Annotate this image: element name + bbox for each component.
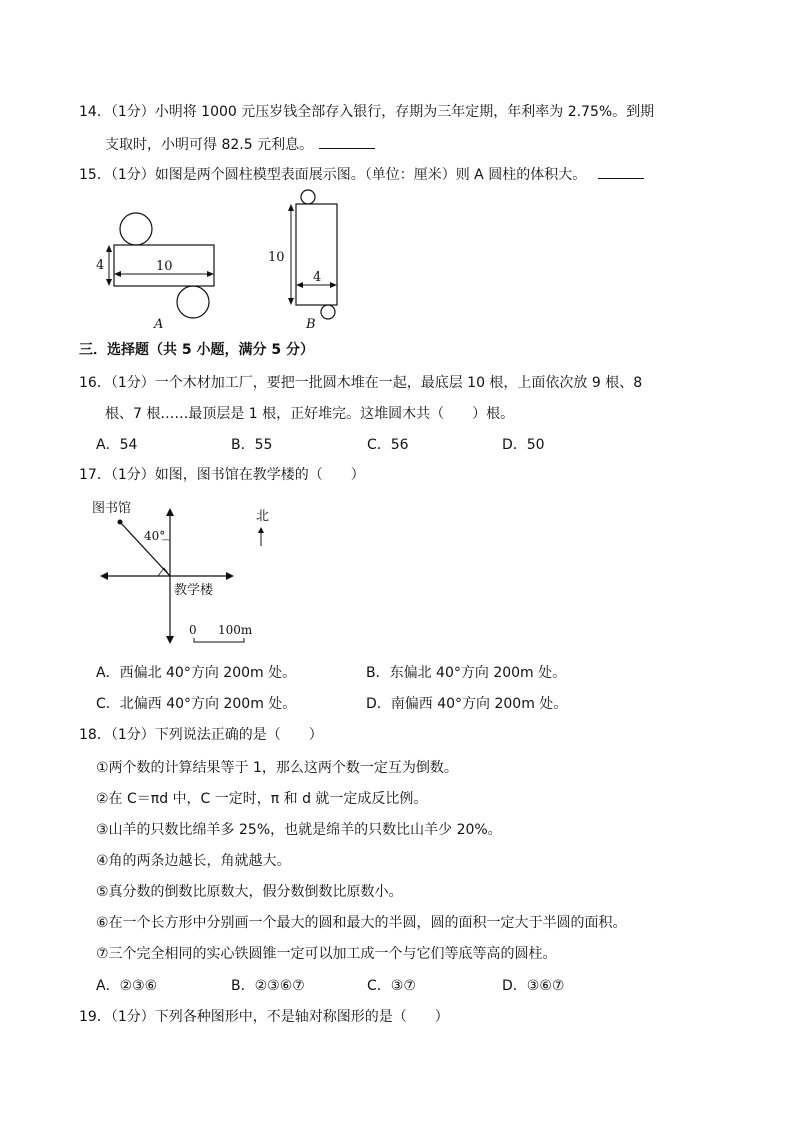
q15-statement: 15．（1分）如图是两个圆柱模型表面展示图。（单位：厘米）则 A 圆柱的体积大。 [79, 167, 587, 183]
fig-b-rectangle [296, 204, 337, 305]
q17-option-c[interactable]: C．北偏西 40°方向 200m 处。 [96, 696, 297, 712]
fig-a-height-label: 4 [96, 258, 105, 273]
fig-a-top-circle [120, 213, 152, 245]
q18-statement-2: ②在 C＝πd 中，C 一定时，π 和 d 就一定成反比例。 [96, 791, 428, 807]
q18-statement-6: ⑥在一个长方形中分别画一个最大的圆和最大的半圆，圆的面积一定大于半圆的面积。 [96, 915, 627, 931]
school-label: 教学楼 [174, 583, 214, 598]
fig-b-bottom-circle [321, 305, 335, 319]
q17-direction-figure [92, 496, 302, 646]
q15-text [79, 164, 644, 185]
fig-a-length-label: 10 [156, 259, 173, 274]
q18-statement-1: ①两个数的计算结果等于 1，那么这两个数一定互为倒数。 [96, 760, 458, 776]
q18-option-c[interactable]: C．③⑦ [367, 978, 416, 994]
fig-a-bottom-circle [177, 286, 209, 318]
fig-b-width-label: 4 [313, 270, 322, 285]
angle-label: 40° [144, 529, 166, 543]
q16-option-a[interactable]: A．54 [96, 437, 138, 453]
scale-zero-label: 0 [189, 623, 197, 637]
q18-option-d[interactable]: D．③⑥⑦ [502, 978, 565, 994]
q17-option-a[interactable]: A．西偏北 40°方向 200m 处。 [96, 665, 297, 681]
q17-text: 17．（1分）如图，图书馆在教学楼的（ ） [79, 467, 365, 483]
library-point [118, 520, 123, 525]
q15-figure-a [92, 205, 232, 333]
q14-line1: 14．（1分）小明将 1000 元压岁钱全部存入银行，存期为三年定期，年利率为 2.75%。到期 [79, 104, 655, 120]
q18-text: 18．（1分）下列说法正确的是（ ） [79, 727, 323, 743]
q16-option-d[interactable]: D．50 [502, 437, 545, 453]
q14-line2 [105, 134, 375, 155]
section-3-title: 三．选择题（共 5 小题，满分 5 分） [79, 342, 314, 358]
q18-statement-7: ⑦三个完全相同的实心铁圆锥一定可以加工成一个与它们等底等高的圆柱。 [96, 946, 557, 962]
q17-option-d[interactable]: D．南偏西 40°方向 200m 处。 [366, 696, 568, 712]
fig-a-name: A [154, 317, 164, 332]
q16-line1: 16．（1分）一个木材加工厂，要把一批圆木堆在一起，最底层 10 根，上面依次放 9 根、8 [79, 375, 643, 391]
fig-b-top-circle [301, 190, 315, 204]
library-label: 图书馆 [92, 501, 132, 516]
q18-statement-3: ③山羊的只数比绵羊多 25%，也就是绵羊的只数比山羊少 20%。 [96, 822, 502, 838]
fig-b-height-label: 10 [268, 250, 285, 265]
q19-text: 19．（1分）下列各种图形中，不是轴对称图形的是（ ） [79, 1009, 449, 1025]
q14-line2-text: 支取时，小明可得 82.5 元利息。 [105, 137, 314, 153]
fig-b-name: B [306, 317, 316, 332]
q15-figure-b [262, 188, 352, 334]
q16-option-c[interactable]: C．56 [367, 437, 409, 453]
q14-answer-blank[interactable] [319, 134, 375, 149]
q18-option-a[interactable]: A．②③⑥ [96, 978, 158, 994]
q16-option-b[interactable]: B．55 [231, 437, 273, 453]
north-label: 北 [256, 509, 270, 524]
q18-option-b[interactable]: B．②③⑥⑦ [231, 978, 305, 994]
q18-statement-5: ⑤真分数的倒数比原数大，假分数倒数比原数小。 [96, 884, 403, 900]
scale-bar [194, 638, 244, 642]
q16-line2: 根、7 根……最顶层是 1 根，正好堆完。这堆圆木共（ ）根。 [105, 406, 515, 422]
q17-option-b[interactable]: B．东偏北 40°方向 200m 处。 [366, 665, 567, 681]
scale-value-label: 100m [218, 623, 253, 637]
q15-answer-blank[interactable] [598, 164, 644, 179]
q18-statement-4: ④角的两条边越长，角就越大。 [96, 853, 291, 869]
